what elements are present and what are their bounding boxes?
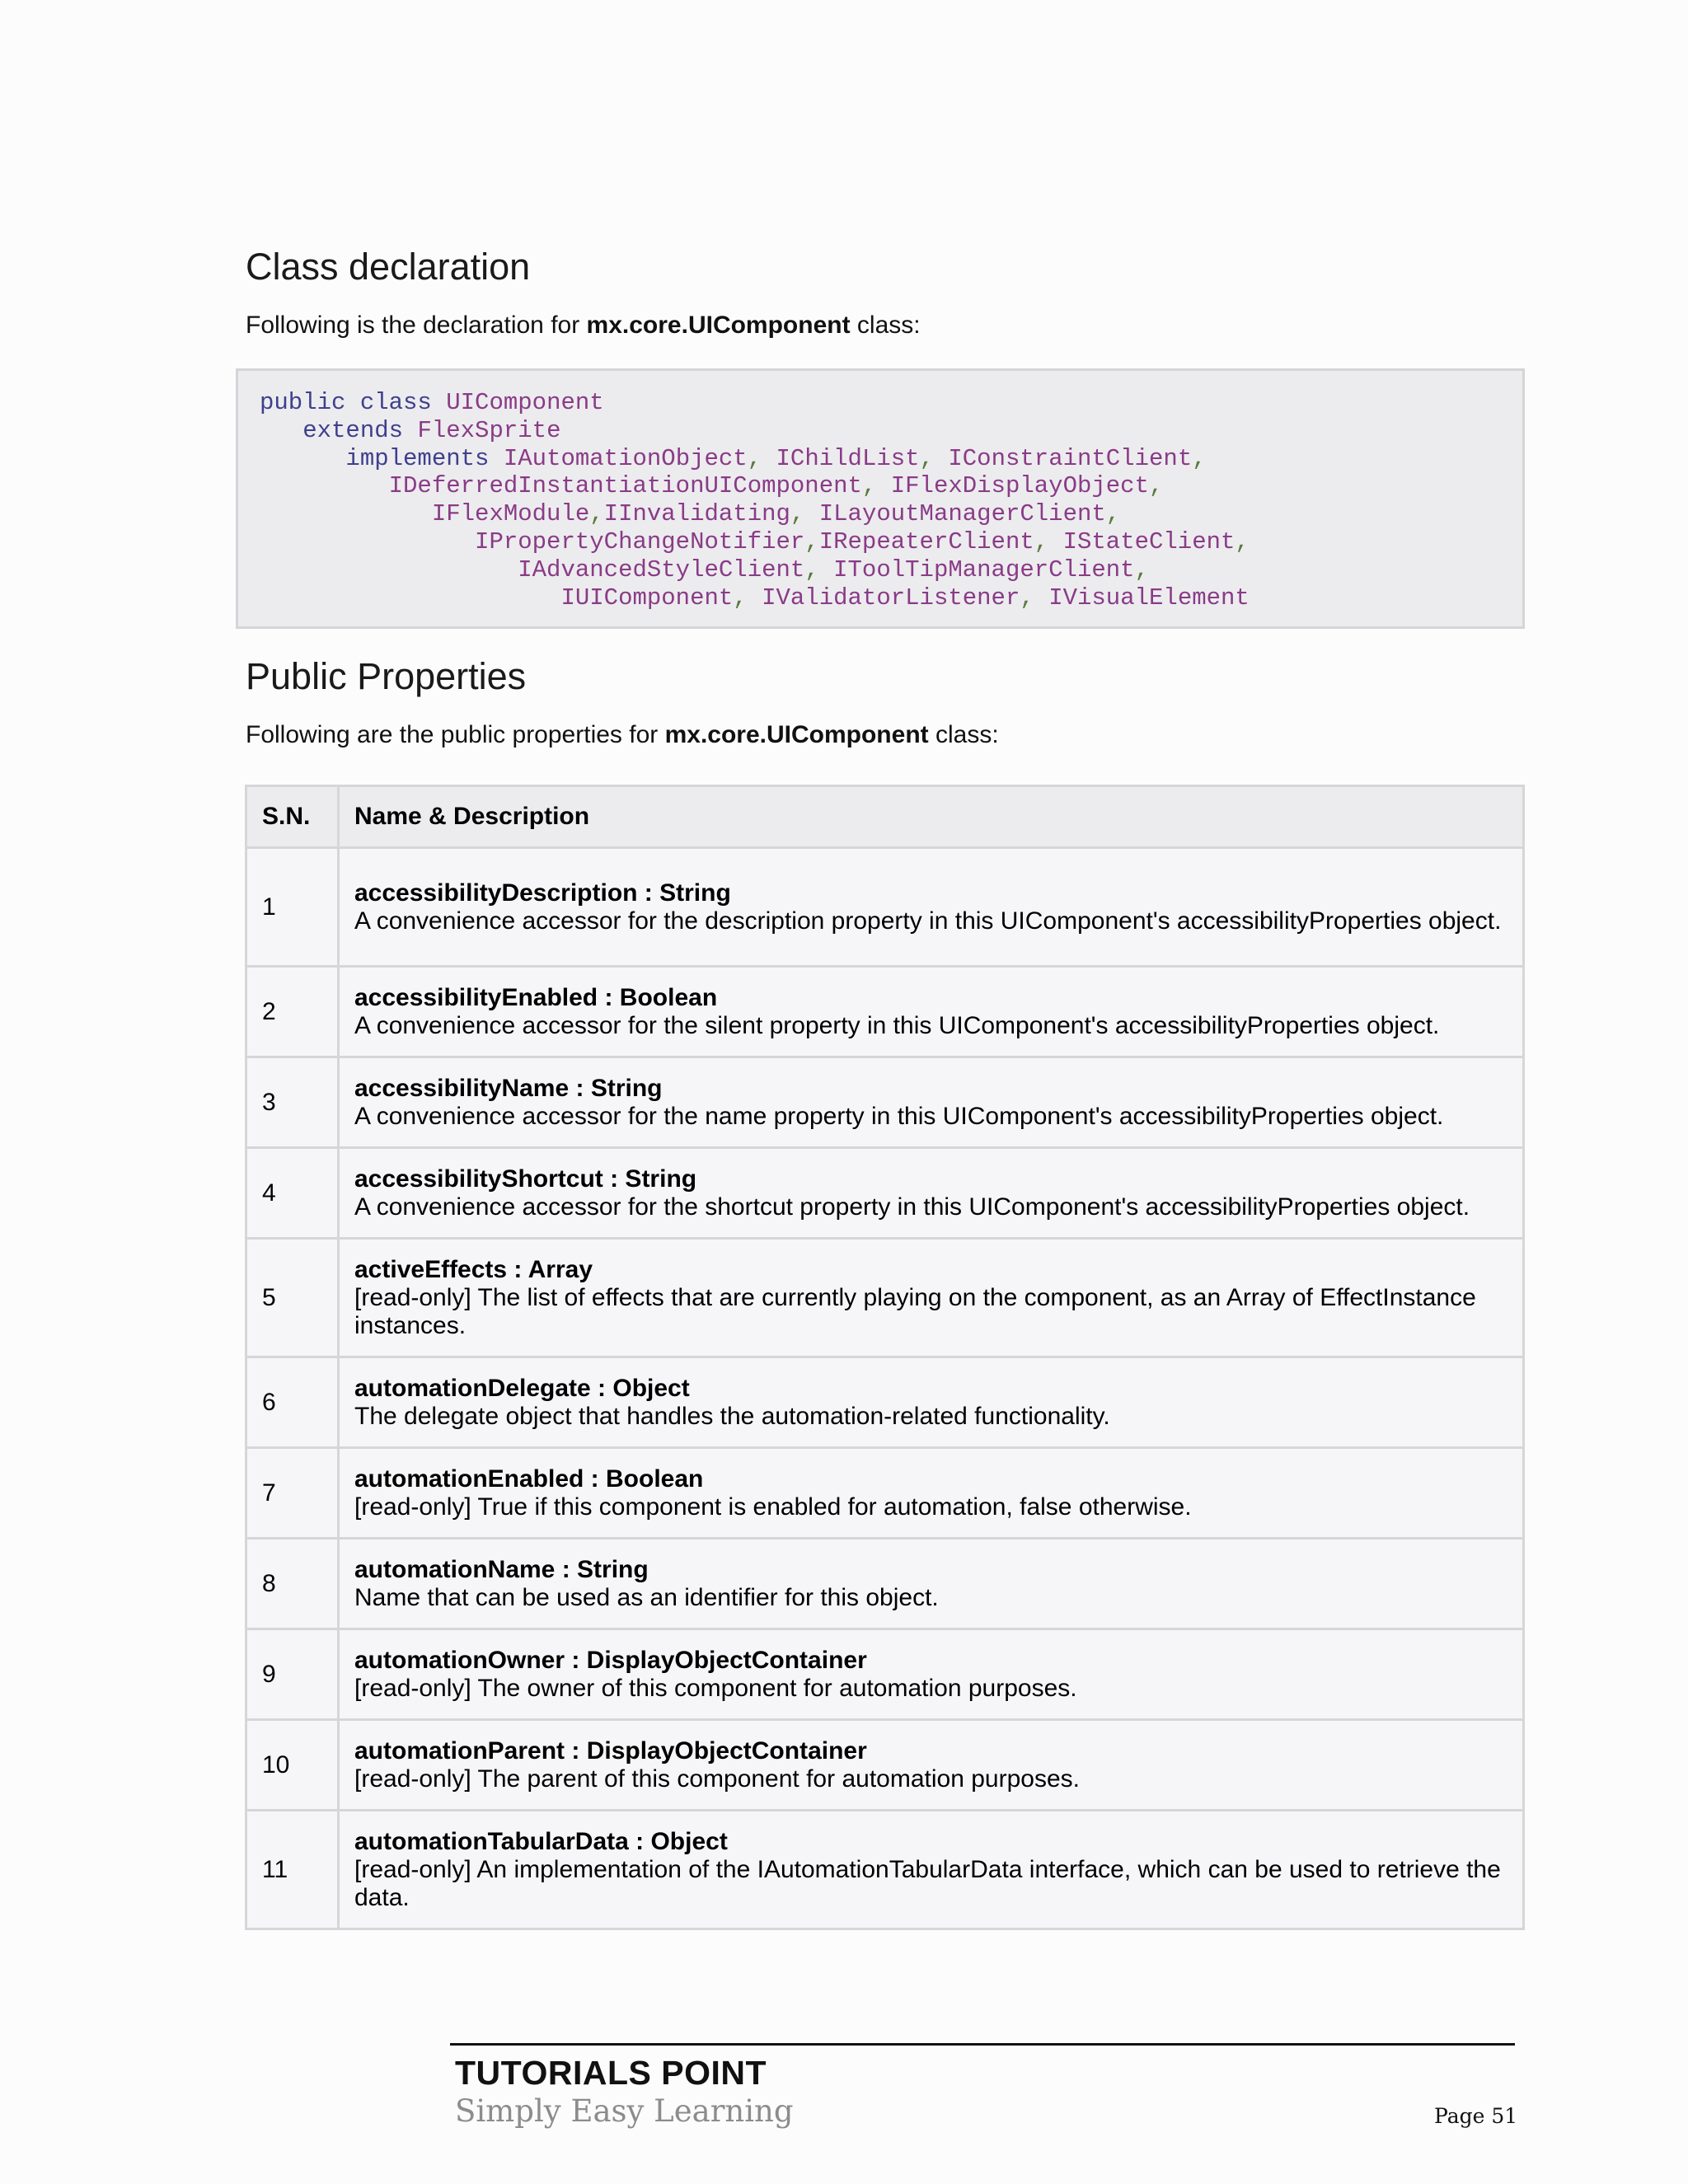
code-token: ,: [589, 500, 604, 528]
code-line: [260, 389, 1522, 417]
code-token: IConstraintClient: [948, 444, 1193, 472]
code-token: ,: [1149, 472, 1164, 500]
code-token: ,: [804, 527, 819, 555]
property-name: automationOwner : DisplayObjectContainer: [354, 1646, 867, 1674]
code-token: IAdvancedStyleClient: [260, 555, 805, 583]
code-token: IStateClient: [1062, 527, 1236, 555]
table-row: [246, 1057, 1524, 1148]
code-token: IAutomationObject: [503, 444, 748, 472]
code-line: [260, 445, 1522, 473]
table-row: [246, 1720, 1524, 1811]
property-description: [read-only] The parent of this component for automation purposes.: [354, 1765, 1080, 1793]
row-name-description: [339, 1448, 1524, 1539]
property-name: automationName : String: [354, 1555, 649, 1583]
row-name-description: [339, 1357, 1524, 1448]
row-sn: 11: [246, 1811, 339, 1929]
property-description: A convenience accessor for the shortcut property in this UIComponent's accessibilityProperties object.: [354, 1193, 1470, 1221]
code-token: ,: [790, 500, 819, 528]
row-sn: 2: [246, 967, 339, 1057]
code-token: ,: [1034, 527, 1063, 555]
row-name-description: [339, 1720, 1524, 1811]
table-row: [246, 1239, 1524, 1357]
properties-table: [245, 785, 1525, 1930]
property-name: activeEffects : Array: [354, 1255, 593, 1283]
table-row: [246, 1629, 1524, 1720]
code-token: IFlexDisplayObject: [890, 472, 1149, 500]
section-heading-public-properties: Public Properties: [246, 655, 527, 697]
property-description: The delegate object that handles the automation-related functionality.: [354, 1402, 1110, 1430]
code-line: [260, 417, 1522, 445]
property-name: accessibilityName : String: [354, 1074, 663, 1102]
property-name: accessibilityShortcut : String: [354, 1165, 697, 1193]
code-token: public class: [260, 389, 447, 416]
row-name-description: [339, 1811, 1524, 1929]
property-description: [read-only] An implementation of the IAutomationTabularData interface, which can be used to retrieve the data.: [354, 1855, 1501, 1911]
table-row: [246, 1357, 1524, 1448]
footer-brand: TUTORIALS POINT: [455, 2054, 767, 2092]
page-number: Page 51: [1434, 2104, 1518, 2128]
code-token: IValidatorListener: [762, 583, 1020, 612]
row-sn: 9: [246, 1629, 339, 1720]
row-sn: 1: [246, 848, 339, 967]
footer-tagline: Simply Easy Learning: [455, 2093, 794, 2129]
code-line: [260, 584, 1522, 612]
code-line: [260, 472, 1522, 500]
property-name: automationParent : DisplayObjectContainer: [354, 1736, 867, 1765]
section-heading-class-declaration: Class declaration: [246, 246, 531, 288]
row-name-description: [339, 967, 1524, 1057]
code-token: IVisualElement: [1048, 583, 1250, 612]
code-token: ,: [747, 444, 776, 472]
row-sn: 4: [246, 1148, 339, 1239]
table-row: [246, 848, 1524, 967]
row-name-description: [339, 1629, 1524, 1720]
code-line: [260, 528, 1522, 556]
table-row: [246, 1539, 1524, 1629]
code-token: IPropertyChangeNotifier: [260, 527, 805, 555]
row-name-description: [339, 1057, 1524, 1148]
row-sn: 3: [246, 1057, 339, 1148]
code-token: ,: [733, 583, 762, 612]
code-line: [260, 500, 1522, 528]
header-sn: S.N.: [246, 786, 339, 848]
code-token: ,: [919, 444, 949, 472]
property-description: [read-only] The list of effects that are currently playing on the component, as an Array of EffectInstance instances.: [354, 1283, 1476, 1339]
row-name-description: [339, 848, 1524, 967]
row-sn: 8: [246, 1539, 339, 1629]
table-row: [246, 1448, 1524, 1539]
property-name: automationDelegate : Object: [354, 1374, 690, 1402]
property-name: accessibilityDescription : String: [354, 879, 731, 907]
code-token: IRepeaterClient: [818, 527, 1034, 555]
code-token: IInvalidating: [603, 500, 790, 528]
code-token: IUIComponent: [260, 583, 734, 612]
code-token: IFlexModule: [260, 500, 590, 528]
code-token: ,: [1235, 527, 1250, 555]
code-token: ,: [1192, 444, 1207, 472]
table-row: [246, 1811, 1524, 1929]
property-description: [read-only] True if this component is enabled for automation, false otherwise.: [354, 1493, 1192, 1521]
row-name-description: [339, 1239, 1524, 1357]
property-description: A convenience accessor for the name property in this UIComponent's accessibilityProperties object.: [354, 1102, 1444, 1130]
row-sn: 10: [246, 1720, 339, 1811]
code-token: IDeferredInstantiationUIComponent: [260, 472, 862, 500]
footer-divider: [450, 2043, 1515, 2046]
header-name-description: Name & Description: [339, 786, 1524, 848]
code-token: ,: [861, 472, 891, 500]
property-description: [read-only] The owner of this component for automation purposes.: [354, 1674, 1077, 1702]
code-token: implements: [260, 444, 504, 472]
code-token: ,: [1020, 583, 1049, 612]
public-properties-intro: Following are the public properties for mx.core.UIComponent class:: [246, 721, 999, 748]
row-sn: 7: [246, 1448, 339, 1539]
code-token: IToolTipManagerClient: [833, 555, 1135, 583]
row-sn: 6: [246, 1357, 339, 1448]
code-token: ,: [1105, 500, 1121, 528]
property-description: A convenience accessor for the silent property in this UIComponent's accessibilityProperties object.: [354, 1011, 1440, 1039]
code-block: [236, 368, 1525, 629]
property-description: A convenience accessor for the description property in this UIComponent's accessibilityProperties object.: [354, 907, 1502, 935]
code-token: extends: [260, 416, 418, 444]
code-token: ,: [1134, 555, 1149, 583]
code-token: UIComponent: [446, 389, 604, 416]
code-token: IChildList: [776, 444, 920, 472]
table-row: [246, 967, 1524, 1057]
table-row: [246, 1148, 1524, 1239]
property-description: Name that can be used as an identifier for this object.: [354, 1583, 939, 1611]
row-name-description: [339, 1148, 1524, 1239]
property-name: accessibilityEnabled : Boolean: [354, 983, 718, 1011]
code-token: ,: [804, 555, 834, 583]
row-name-description: [339, 1539, 1524, 1629]
table-header-row: [246, 786, 1524, 848]
code-token: FlexSprite: [417, 416, 561, 444]
property-name: automationTabularData : Object: [354, 1827, 728, 1855]
class-declaration-intro: Following is the declaration for mx.core.UIComponent class:: [246, 312, 921, 339]
row-sn: 5: [246, 1239, 339, 1357]
property-name: automationEnabled : Boolean: [354, 1465, 704, 1493]
code-line: [260, 556, 1522, 584]
code-token: ILayoutManagerClient: [818, 500, 1106, 528]
